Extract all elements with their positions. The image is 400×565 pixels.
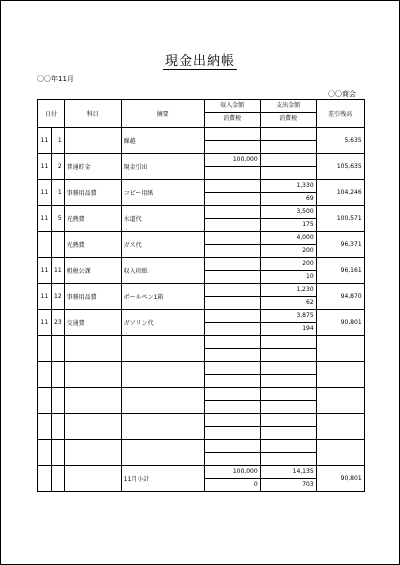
- header-description: 摘要: [121, 100, 204, 128]
- cell-account: [64, 466, 121, 492]
- cell-expense-amount: 1,330: [296, 182, 314, 189]
- cell-expense-amount: [261, 388, 316, 400]
- cell-income-amount: [205, 388, 260, 400]
- cell-expense-amount: 14,135: [292, 468, 314, 475]
- cell-income-tax: [205, 192, 260, 205]
- cell-account: [64, 128, 121, 154]
- cell-income-tax: [205, 296, 260, 309]
- cell-description: ガス代: [121, 232, 204, 258]
- cell-income-amount: 100,000: [232, 468, 258, 475]
- cell-day: [52, 362, 65, 388]
- cell-expense-amount: [261, 128, 316, 140]
- cell-expense-tax: [261, 140, 316, 153]
- cell-description: 現金引出: [121, 154, 204, 180]
- cell-day: [52, 466, 65, 492]
- cell-income-amount: 100,000: [232, 156, 258, 163]
- cell-month: 11: [38, 310, 52, 336]
- table-row: [38, 284, 365, 310]
- cell-expense: [260, 388, 316, 414]
- header-account: 科目: [64, 100, 121, 128]
- cell-balance: [316, 414, 364, 440]
- cell-balance: 94,870: [316, 284, 364, 310]
- cell-account: 光熱費: [64, 206, 121, 232]
- cell-description: 繰越: [121, 128, 204, 154]
- cell-expense-tax: 69: [261, 192, 316, 205]
- cell-day: [52, 414, 65, 440]
- cell-description: コピー用紙: [121, 180, 204, 206]
- cell-income: [204, 336, 260, 362]
- cell-balance: 100,571: [316, 206, 364, 232]
- cell-month: [38, 440, 52, 466]
- cell-description: ボールペン1箱: [121, 284, 204, 310]
- header-date: 日付: [38, 100, 65, 128]
- cell-income: [204, 206, 260, 232]
- table-row: [38, 128, 365, 154]
- cell-day: 23: [52, 310, 65, 336]
- cell-expense-tax: [261, 166, 316, 179]
- cell-balance: [316, 388, 364, 414]
- ledger-body: [38, 128, 365, 492]
- cell-month: 11: [38, 258, 52, 284]
- cell-day: 5: [52, 206, 65, 232]
- table-row: [38, 310, 365, 336]
- cell-day: 12: [52, 284, 65, 310]
- cell-expense: [260, 128, 316, 154]
- header-income: 収入金額 消費税: [204, 100, 260, 128]
- cell-income-tax: [205, 374, 260, 387]
- cell-day: 1: [52, 180, 65, 206]
- cell-account: [64, 440, 121, 466]
- cell-income-tax: [205, 348, 260, 361]
- cell-expense-tax: 62: [261, 296, 316, 309]
- table-row: [38, 154, 365, 180]
- cell-expense-tax: [261, 426, 316, 439]
- cell-day: [52, 336, 65, 362]
- cell-account: [64, 362, 121, 388]
- cell-account: 租税公課: [64, 258, 121, 284]
- cell-expense-amount: 3,875: [296, 312, 314, 319]
- cell-day: 11: [52, 258, 65, 284]
- cell-expense: [260, 284, 316, 310]
- cell-balance: 96,161: [316, 258, 364, 284]
- ledger-month: 〇〇年11月: [37, 75, 74, 83]
- cell-balance: 90,801: [316, 310, 364, 336]
- table-row: [38, 336, 365, 362]
- cell-expense-tax: [261, 374, 316, 387]
- cell-account: 普通貯金: [64, 154, 121, 180]
- cell-income-amount: [205, 440, 260, 452]
- cell-description: [121, 336, 204, 362]
- cell-expense-amount: [261, 154, 316, 166]
- cell-expense: [260, 466, 316, 492]
- cell-expense: [260, 414, 316, 440]
- table-row: [38, 232, 365, 258]
- cell-income: [204, 154, 260, 180]
- cell-expense-tax: [261, 400, 316, 413]
- header-balance: 差引残高: [316, 100, 364, 128]
- cell-month: 11: [38, 154, 52, 180]
- cell-month: 11: [38, 180, 52, 206]
- cell-expense: [260, 258, 316, 284]
- cell-income-tax: [205, 218, 260, 231]
- cell-income: [204, 388, 260, 414]
- cell-income-amount: [205, 128, 260, 140]
- cell-expense-amount: 3,500: [296, 208, 314, 215]
- cell-expense: [260, 154, 316, 180]
- cell-description: 水道代: [121, 206, 204, 232]
- cell-income-amount: [205, 310, 260, 322]
- cell-expense: [260, 440, 316, 466]
- company-name: 〇〇商会: [328, 90, 356, 98]
- cell-expense-amount: [261, 336, 316, 348]
- cell-expense-amount: 1,230: [296, 286, 314, 293]
- cell-income-tax: [205, 452, 260, 465]
- cell-income: [204, 466, 260, 492]
- cell-account: 交通費: [64, 310, 121, 336]
- cell-description: 収入印紙: [121, 258, 204, 284]
- cell-month: [38, 232, 52, 258]
- cell-account: [64, 388, 121, 414]
- cell-month: [38, 362, 52, 388]
- cell-description: [121, 388, 204, 414]
- cell-expense-tax: 10: [261, 270, 316, 283]
- cell-account: 光熱費: [64, 232, 121, 258]
- cell-expense-tax: 703: [261, 478, 316, 491]
- table-row: [38, 362, 365, 388]
- cell-day: [52, 232, 65, 258]
- cell-balance: 104,246: [316, 180, 364, 206]
- cell-income: [204, 362, 260, 388]
- cell-income: [204, 310, 260, 336]
- cell-day: 1: [52, 128, 65, 154]
- cell-expense-tax: 175: [261, 218, 316, 231]
- cell-description: [121, 414, 204, 440]
- cell-income: [204, 414, 260, 440]
- cell-expense-tax: 200: [261, 244, 316, 257]
- cell-expense-tax: [261, 348, 316, 361]
- cell-expense-amount: [261, 362, 316, 374]
- cell-income-tax: [205, 140, 260, 153]
- cell-income-tax: [205, 244, 260, 257]
- cell-expense: [260, 362, 316, 388]
- cell-balance: [316, 362, 364, 388]
- cell-income-tax: [205, 322, 260, 335]
- cell-income: [204, 284, 260, 310]
- cell-expense-amount: [261, 440, 316, 452]
- cell-balance: [316, 336, 364, 362]
- cell-income-amount: [205, 414, 260, 426]
- cell-income-tax: [205, 166, 260, 179]
- cell-expense: [260, 232, 316, 258]
- cell-expense: [260, 310, 316, 336]
- table-row: [38, 414, 365, 440]
- cell-balance: 96,371: [316, 232, 364, 258]
- cell-income-amount: [205, 180, 260, 192]
- cell-month: 11: [38, 206, 52, 232]
- cell-balance: 105,635: [316, 154, 364, 180]
- cell-month: [38, 414, 52, 440]
- cell-income: [204, 232, 260, 258]
- cell-expense-amount: 200: [302, 260, 314, 267]
- cell-month: [38, 466, 52, 492]
- cell-income: [204, 440, 260, 466]
- cell-income: [204, 180, 260, 206]
- table-row: [38, 440, 365, 466]
- cell-income-amount: [205, 284, 260, 296]
- cell-income-amount: [205, 336, 260, 348]
- cell-month: [38, 336, 52, 362]
- cell-expense-tax: 194: [261, 322, 316, 335]
- cell-expense-amount: [261, 414, 316, 426]
- cell-account: 事務用品費: [64, 284, 121, 310]
- cash-ledger-table: [37, 99, 365, 492]
- header-expense: 支出金額 消費税: [260, 100, 316, 128]
- cell-balance: 90,801: [316, 466, 364, 492]
- cell-account: [64, 336, 121, 362]
- table-row: [38, 180, 365, 206]
- cell-day: [52, 440, 65, 466]
- cell-income-amount: [205, 232, 260, 244]
- cell-income: [204, 128, 260, 154]
- cell-income-tax: 0: [205, 478, 260, 491]
- cell-income-amount: [205, 362, 260, 374]
- table-row: [38, 206, 365, 232]
- cell-income: [204, 258, 260, 284]
- table-row: [38, 388, 365, 414]
- cell-day: 2: [52, 154, 65, 180]
- cell-description: [121, 362, 204, 388]
- cell-income-amount: [205, 206, 260, 218]
- table-row: [38, 258, 365, 284]
- cell-income-tax: [205, 426, 260, 439]
- cell-description: ガソリン代: [121, 310, 204, 336]
- cell-income-tax: [205, 400, 260, 413]
- table-row: [38, 466, 365, 492]
- cell-expense-tax: [261, 452, 316, 465]
- cell-expense: [260, 336, 316, 362]
- cell-account: 事務用品費: [64, 180, 121, 206]
- cell-expense: [260, 206, 316, 232]
- cell-month: [38, 388, 52, 414]
- cell-day: [52, 388, 65, 414]
- cell-expense-amount: 4,000: [296, 234, 314, 241]
- cell-income-amount: [205, 258, 260, 270]
- cell-description: 11月小計: [121, 466, 204, 492]
- cell-month: 11: [38, 128, 52, 154]
- cell-description: [121, 440, 204, 466]
- cell-income-tax: [205, 270, 260, 283]
- cell-balance: [316, 440, 364, 466]
- ledger-title: 現金出納帳: [164, 54, 235, 69]
- cell-expense: [260, 180, 316, 206]
- cell-account: [64, 414, 121, 440]
- cell-month: 11: [38, 284, 52, 310]
- cell-balance: 5,635: [316, 128, 364, 154]
